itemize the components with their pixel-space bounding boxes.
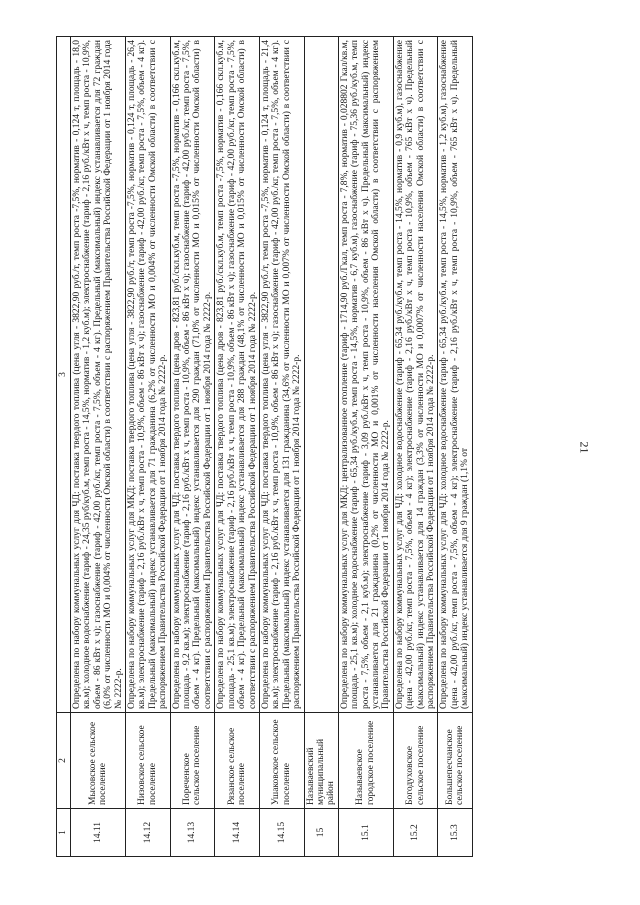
row-number: 15 [304,809,338,857]
table-row [71,37,126,857]
header-col-1: 1 [57,809,71,857]
page-number: 21 [577,441,592,454]
table-row [338,37,393,857]
row-number: 14.12 [126,809,171,857]
settlement-name: Называевское городское поселение [338,713,393,809]
table-row [393,37,438,857]
row-number: 14.11 [71,809,126,857]
row-description: Определена по набору коммунальных услуг для ЧД: холодное водоснабжение (тариф - 65,34 руб./куб.м, темп роста - 14,5%, норматив - 0,9 куб.м), газоснабжение (цена - 42,00 руб./кг, темп роста - 7,5%, объем - 4 кг); электроснабжение (тариф - 2,16 руб./кВт х ч, темп роста - 10,9%, объем - 765 кВт х ч). Предельный (максимальный) индекс устанавливается для 14 граждан (3,3% от численности МО и 0,0007% от численности населения Омской области) в соответствии с распоряжением Правительства Российской Федерации от 1 ноября 2014 года № 2222-р. [393,37,438,713]
row-number: 14.13 [170,809,215,857]
row-description [304,37,338,713]
row-number: 15.1 [338,809,393,857]
settlement-name: Рязанское сельское поселение [215,713,260,809]
settlement-name: Большепесчанское сельское поселение [438,713,472,809]
row-number: 15.3 [438,809,472,857]
row-number: 15.2 [393,809,438,857]
row-number: 14.14 [215,809,260,857]
table-row [438,37,472,857]
settlement-name: Мысовское сельское поселение [71,713,126,809]
row-description: Определена по набору коммунальных услуг для МКД: поставка твердого топлива (цена угля - 3822,90 руб./т, темп роста -7,5%, норматив - 0,124 т, площадь - 26,4 кв.м); электроснабжение (тариф - 2,16 руб./кВт х ч, темп роста - 10,9%, объем - 86 кВт х ч); газоснабжение (тариф - 42,00 руб./кг, темп роста - 7,5%, объем - 4 кг). Предельный (максимальный) индекс устанавливается для 71 гражданина (6,2% от численности МО и 0,004% от численности Омской области) в соответствии с распоряжением Правительства Российской Федерации от 1 ноября 2014 года № 2222-р. [126,37,171,713]
row-description: Определена по набору коммунальных услуг для ЧД: поставка твердого топлива (цена угля - 3822,90 руб./т, темп роста -7,5%, норматив - 0,124 т, площадь - 18,0 кв.м); холодное водоснабжение (тариф - 24,35 руб/куб.м, темп роста - 14,5%, норматив - 1,2 куб.м); электроснабжение (тариф - 2,16 руб./кВт х ч, темп роста - 10,9%, объем - 86 кВт х ч); газоснабжение (тариф - 42,00 руб./кг, темп роста - 7,5%, объем - 4 кг). Предельный (максимальный) индекс устанавливается для 72 граждан (6,0% от численности МО и 0,004% от численности Омской области) в соответствии с распоряжением Правительства Российской Федерации от 1 ноября 2014 года № 2222-р. [71,37,126,713]
index-table [56,36,473,857]
header-row [57,37,71,857]
settlement-name: Богодуховское сельское поселение [393,713,438,809]
row-description: Определена по набору коммунальных услуг для ЧД: поставка твердого топлива (цена дров - 823,81 руб./скл.куб.м, темп роста -7,5%, норматив - 0,166 скл.куб.м, площадь - 9,2 кв.м); электроснабжение (тариф - 2,16 руб./кВт х ч, темп роста - 10,9%, объем - 86 кВт х ч); газоснабжение (тариф - 42,00 руб./кг, темп роста - 7,5%, объем - 4 кг). Предельный (максимальный) индекс устанавливается для 290 граждан (71,0% от численности МО и 0,015% от численности Омской области) в соответствии с распоряжением Правительства Российской Федерации от 1 ноября 2014 года № 2222-р. [170,37,215,713]
table-row [259,37,304,857]
settlement-name: Низовское сельское поселение [126,713,171,809]
row-number: 14.15 [259,809,304,857]
row-description: Определена по набору коммунальных услуг для ЧД: поставка твердого топлива (цена дров - 823,81 руб./скл.куб.м, темп роста -7,5%, норматив - 0,166 скл.куб.м, площадь - 25,1 кв.м); электроснабжение (тариф - 2,16 руб./кВт х ч, темп роста - 10,9%, объем - 86 кВт х ч); газоснабжение (тариф - 42,00 руб./кг, темп роста - 7,5%, объем - 4 кг). Предельный (максимальный) индекс устанавливается для 288 граждан (48,1% от численности МО и 0,015% от численности Омской области) в соответствии с распоряжением Правительства Российской Федерации от 1 ноября 2014 года № 2222-р. [215,37,260,713]
table-row [215,37,260,857]
header-col-3: 3 [57,37,71,713]
settlement-name: Ушаковское сельское поселение [259,713,304,809]
settlement-name: Называевский муниципальный район [304,713,338,809]
header-col-2: 2 [57,713,71,809]
row-description: Определена по набору коммунальных услуг для ЧД: холодное водоснабжение (тариф - 65,34 руб./куб.м, темп роста - 14,5%, норматив - 1,2 куб.м), газоснабжение (цена - 42,00 руб./кг, темп роста - 7,5%, объем - 4 кг); электроснабжение (тариф - 2,16 руб./кВт х ч, темп роста - 10,9%, объем - 765 кВт х ч). Предельный (максимальный) индекс устанавливается для 9 граждан (1,1% от [438,37,472,713]
row-description: Определена по набору коммунальных услуг для ЧД: поставка твердого топлива (цена угля - 3822,90 руб./т, темп роста -7,5%, норматив - 0,124 т, площадь - 21,4 кв.м); электроснабжение (тариф - 2,16 руб./кВт х ч, темп роста - 10,9%, объем - 86 кВт х ч); газоснабжение (тариф - 42,00 руб./кг, темп роста - 7,5%, объем - 4 кг). Предельный (максимальный) индекс устанавливается для 131 гражданина (34,6% от численности МО и 0,007% от численности Омской области) в соответствии с распоряжением Правительства Российской Федерации от 1 ноября 2014 года № 2222-р. [259,37,304,713]
table-row [126,37,171,857]
rotated-table-wrapper [56,37,580,857]
group-row [304,37,338,857]
row-description: Определена по набору коммунальных услуг для МКД: централизованное отопление (тариф - 1714,90 руб./Гкал, темп роста - 7,8%, норматив - 0,028802 Гкал/кв.м, площадь - 25,1 кв.м); холодное водоснабжение (тариф - 65,34 руб./куб.м, темп роста - 14,5%, норматив - 6,7 куб.м), газоснабжение (тариф - 75,36 руб./куб.м, темп роста - 7,5%, объем - 2,1 куб.м); электроснабжение (тариф - 3,09 руб./кВт х ч, темп роста - 10,9%, объем - 86 кВт х ч). Предельный (максимальный) индекс устанавливается для 21 гражданина (0,2% от численности МО и 0,001% от численности населения Омской области) в соответствии с распоряжением Правительства Российской Федерации от 1 ноября 2014 года № 2222-р. [338,37,393,713]
table-row [170,37,215,857]
settlement-name: Пореченское сельское поселение [170,713,215,809]
table-body [71,37,473,857]
